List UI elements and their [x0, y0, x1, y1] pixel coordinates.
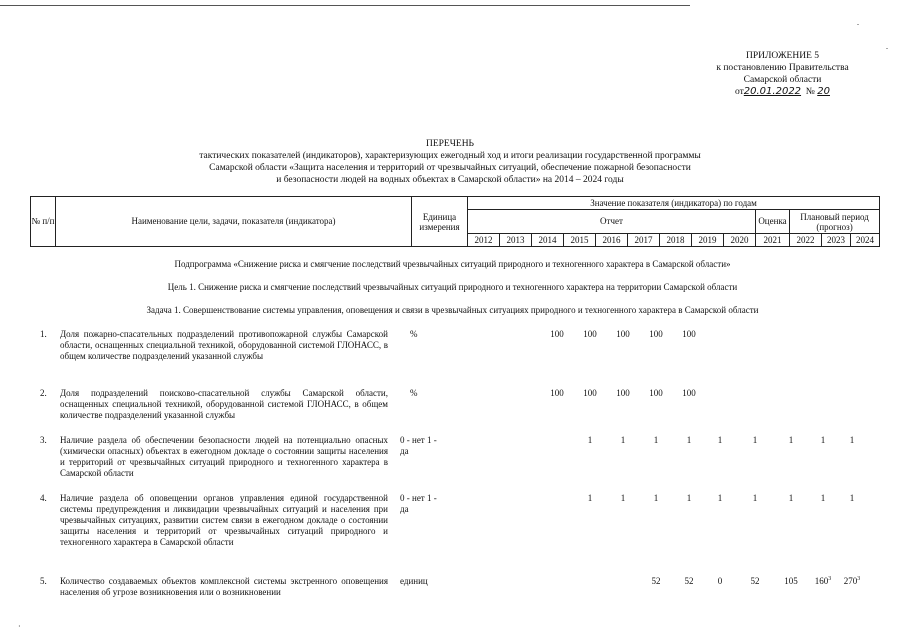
row-indicator-name: Количество создаваемых объектов комплексной системы экстренного оповещения населения об угрозе возникновения или о возникновении — [60, 576, 388, 597]
header-unit: Единица измерения — [412, 197, 468, 247]
row-value-2022 — [776, 576, 806, 587]
row-value-2018 — [641, 329, 671, 340]
value-text: 1 — [820, 435, 826, 445]
header-year: 2015 — [564, 234, 596, 247]
row-indicator-name: Доля пожарно-спасательных подразделений противопожарной службы Самарской области, оснащенных специальной техникой, оборудованной системой ГЛОНАСС, в общем количестве подразделений указанной службы — [60, 329, 388, 361]
row-value-2024 — [837, 435, 867, 446]
row-value-2015 — [542, 329, 572, 340]
appendix-block — [690, 50, 875, 98]
row-value-2017 — [608, 493, 638, 504]
header-num: № п/п — [31, 197, 56, 247]
appendix-title: ПРИЛОЖЕНИЕ 5 — [745, 51, 820, 61]
value-text: 1 — [849, 493, 855, 503]
value-text: 52 — [651, 576, 661, 586]
row-value-2019 — [674, 388, 704, 399]
row-value-2016 — [575, 388, 605, 399]
row-value-2021 — [740, 576, 770, 587]
row-number: 2. — [40, 388, 47, 398]
value-text: 1 — [686, 493, 692, 503]
row-value-2018 — [641, 493, 671, 504]
footnote-mark: 3 — [828, 576, 832, 582]
stray-mark: · — [18, 622, 21, 631]
appendix-date-line — [690, 86, 875, 98]
value-text: 270 — [843, 576, 858, 586]
header-year: 2019 — [692, 234, 724, 247]
goal-title: Цель 1. Снижение риска и смягчение последствий чрезвычайных ситуаций природного и техногенного характера на территории Самарской области — [167, 282, 738, 292]
value-text: 1 — [849, 435, 855, 445]
header-year: 2022 — [790, 234, 822, 247]
row-value-2018 — [641, 388, 671, 399]
row-value-2022 — [776, 435, 806, 446]
header-year: 2024 — [851, 234, 880, 247]
signed-number: 20 — [817, 86, 830, 97]
number-prefix: № — [805, 87, 815, 97]
value-text: 100 — [649, 388, 663, 398]
value-text: 160 — [814, 576, 829, 586]
value-text: 1 — [653, 493, 659, 503]
signed-date: 20.01.2022 — [743, 86, 802, 97]
value-text: 100 — [550, 388, 564, 398]
row-number: 1. — [40, 329, 47, 339]
stray-mark: . — [886, 42, 888, 51]
header-year: 2014 — [532, 234, 564, 247]
header-year: 2021 — [756, 234, 790, 247]
row-value-2024 — [837, 576, 867, 587]
value-text: 105 — [784, 576, 798, 586]
value-text: 1 — [752, 493, 758, 503]
row-indicator-name: Наличие раздела об оповещении органов управления единой государственной системы предупреждения и ликвидации чрезвычайных ситуаций и населения при чрезвычайных ситуациях, развитии систем связи в ежегодном докладе о состоянии защиты населения и территорий от чрезвычайных ситуаций природного и техногенного характера в Самарской области — [60, 493, 388, 547]
row-value-2023 — [808, 576, 838, 587]
value-text: 52 — [684, 576, 694, 586]
appendix-line: Самарской области — [743, 75, 822, 85]
top-border-line — [0, 5, 690, 6]
value-text: 1 — [587, 493, 593, 503]
value-text: 100 — [616, 388, 630, 398]
value-text: 100 — [550, 329, 564, 339]
row-value-2022 — [776, 493, 806, 504]
header-name: Наименование цели, задачи, показателя (индикатора) — [56, 197, 412, 247]
header-year: 2023 — [822, 234, 851, 247]
header-year: 2017 — [628, 234, 660, 247]
row-indicator-name: Наличие раздела об обеспечении безопасности людей на потенциально опасных (химически опасных) объектах в ежегодном докладе о состоянии защиты населения и территорий от чрезвычайных ситуаций природного и техногенного характера в Самарской области — [60, 435, 388, 478]
row-value-2020 — [705, 493, 735, 504]
row-value-2019 — [674, 576, 704, 587]
row-unit: % — [410, 329, 418, 339]
row-indicator-name: Доля подразделений поисково-спасательной службы Самарской области, оснащенных специальной техникой, оборудованной системой ГЛОНАСС, в общем количестве подразделений указанной службы — [60, 388, 388, 420]
row-value-2017 — [608, 329, 638, 340]
value-text: 52 — [750, 576, 760, 586]
indicators-header-table — [30, 196, 880, 247]
row-unit: единиц — [400, 576, 428, 586]
row-unit: 0 - нет 1 - да — [400, 493, 437, 514]
appendix-line: к постановлению Правительства — [716, 63, 849, 73]
value-text: 1 — [820, 493, 826, 503]
value-text: 100 — [682, 329, 696, 339]
header-estimate: Оценка — [756, 210, 790, 234]
header-values-title: Значение показателя (индикатора) по годам — [468, 197, 880, 210]
row-value-2016 — [575, 493, 605, 504]
value-text: 1 — [686, 435, 692, 445]
header-year: 2018 — [660, 234, 692, 247]
row-value-2019 — [674, 493, 704, 504]
header-year: 2016 — [596, 234, 628, 247]
row-value-2015 — [542, 388, 572, 399]
row-value-2023 — [808, 493, 838, 504]
row-value-2020 — [705, 435, 735, 446]
row-unit: % — [410, 388, 418, 398]
value-text: 1 — [788, 435, 794, 445]
row-value-2021 — [740, 435, 770, 446]
value-text: 1 — [653, 435, 659, 445]
header-plan: Плановый период (прогноз) — [790, 210, 880, 234]
row-value-2021 — [740, 493, 770, 504]
value-text: 1 — [717, 493, 723, 503]
value-text: 100 — [649, 329, 663, 339]
row-unit: 0 - нет 1 - да — [400, 435, 437, 456]
heading-line: и безопасности людей на водных объектах в Самарской области» на 2014 – 2024 годы — [276, 175, 624, 185]
heading-line: Самарской области «Защита населения и территорий от чрезвычайных ситуаций, обеспечение пожарной безопасности — [209, 163, 691, 173]
value-text: 100 — [583, 329, 597, 339]
date-prefix: от — [735, 87, 744, 97]
row-value-2019 — [674, 435, 704, 446]
subprogram-title: Подпрограмма «Снижение риска и смягчение последствий чрезвычайных ситуаций природного и техногенного характера в Самарской области» — [174, 259, 731, 269]
row-value-2017 — [608, 388, 638, 399]
header-year: 2012 — [468, 234, 500, 247]
row-value-2024 — [837, 493, 867, 504]
value-text: 100 — [583, 388, 597, 398]
row-number: 4. — [40, 493, 47, 503]
row-value-2018 — [641, 576, 671, 587]
value-text: 0 — [717, 576, 723, 586]
value-text: 1 — [752, 435, 758, 445]
document-heading — [150, 138, 750, 186]
row-value-2020 — [705, 576, 735, 587]
row-number: 5. — [40, 576, 47, 586]
heading-line: тактических показателей (индикаторов), характеризующих ежегодный ход и итоги реализации государственной программы — [199, 151, 701, 161]
value-text: 1 — [717, 435, 723, 445]
value-text: 1 — [788, 493, 794, 503]
task-title: Задача 1. Совершенствование системы управления, оповещения и связи в чрезвычайных ситуациях природного и техногенного характера в Самарской области — [146, 305, 759, 315]
footnote-mark: 3 — [857, 576, 861, 582]
header-year: 2013 — [500, 234, 532, 247]
value-text: 1 — [620, 493, 626, 503]
value-text: 100 — [682, 388, 696, 398]
row-value-2017 — [608, 435, 638, 446]
document-title: ПЕРЕЧЕНЬ — [425, 139, 475, 149]
header-year: 2020 — [724, 234, 756, 247]
value-text: 1 — [620, 435, 626, 445]
row-value-2019 — [674, 329, 704, 340]
row-value-2018 — [641, 435, 671, 446]
row-value-2016 — [575, 329, 605, 340]
row-number: 3. — [40, 435, 47, 445]
row-value-2023 — [808, 435, 838, 446]
value-text: 100 — [616, 329, 630, 339]
stray-mark: . — [857, 18, 859, 27]
header-report: Отчет — [468, 210, 756, 234]
value-text: 1 — [587, 435, 593, 445]
row-value-2016 — [575, 435, 605, 446]
